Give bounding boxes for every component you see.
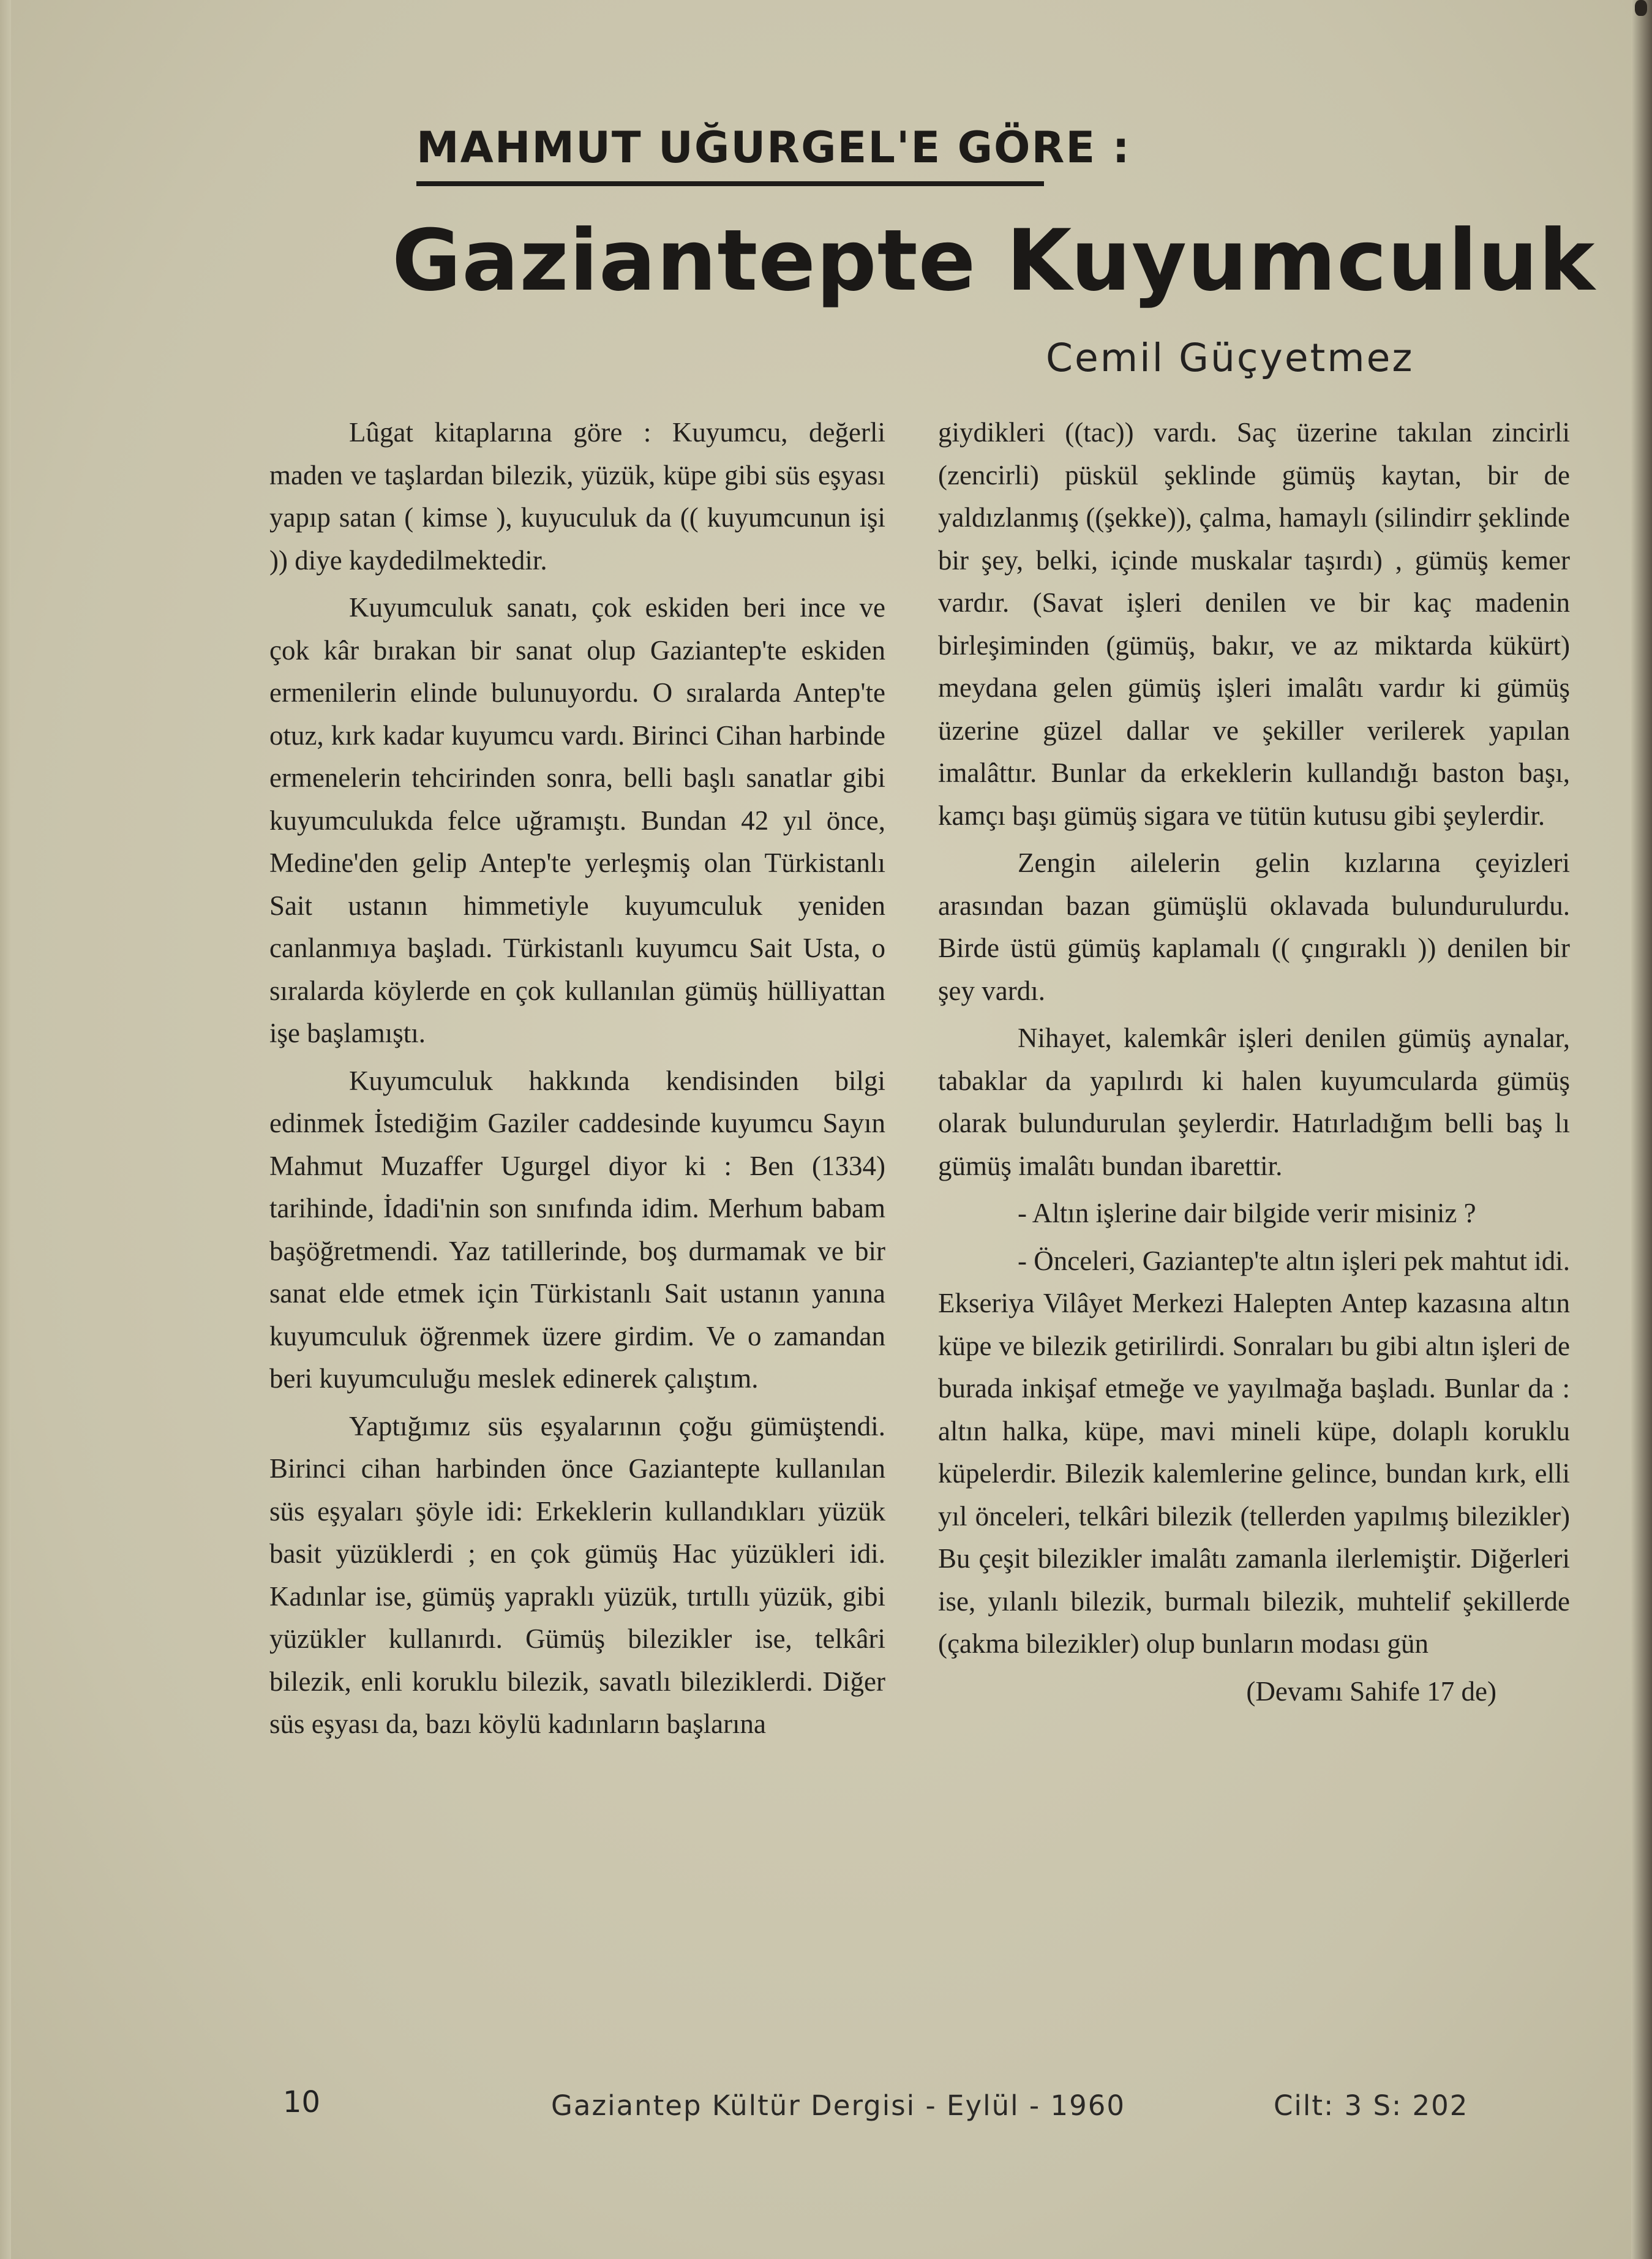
paragraph: giydikleri ((tac)) vardı. Saç üzerine takılan zincirli (zencirli) püskül şeklinde gümüş kaytan, bir de yaldızlanmış ((şekke)), çalma, hamaylı (silindirr şeklinde bir şey, belki, içinde muskalar taşırdı) , gümüş kemer vardır. (Savat işleri denilen ve bir kaç madenin birleşiminden (gümüş, bakır, ve az miktarda kükürt) meydana gelen gümüş işleri imalâtı vardır ki gümüş üzerine güzel dallar ve şekiller verilerek yapılan imalâttır. Bunlar da erkeklerin kullandığı baston başı, kamçı başı gümüş sigara ve tütün kutusu gibi şeylerdir. <box>938 417 1570 831</box>
interview-question: - Altın işlerine dair bilgide verir misiniz ? <box>1018 1198 1476 1228</box>
paragraph: Kuyumculuk hakkında kendisinden bilgi edinmek İstediğim Gaziler caddesinde kuyumcu Sayın Mahmut Muzaffer Ugurgel diyor ki : Ben (1334) tarihinde, İdadi'nin son sınıfında idim. Merhum babam başöğretmendi. Yaz tatillerinde, boş durmamak ve bir sanat elde etmek için Türkistanlı Sait ustanın yanına kuyumculuk öğrenmek üzere girdim. Ve o zamandan beri kuyumculuğu meslek edinerek çalıştım. <box>269 1065 885 1394</box>
continuation-note: (Devamı Sahife 17 de) <box>1246 1675 1496 1707</box>
ink-smudge <box>1635 0 1647 16</box>
article-title: Gaziantepte Kuyumculuk <box>392 211 1596 310</box>
volume-issue: Cilt: 3 S: 202 <box>1274 2089 1469 2122</box>
paragraph: Lûgat kitaplarına göre : Kuyumcu, değerli maden ve taşlardan bilezik, yüzük, küpe gibi süs eşyası yapıp satan ( kimse ), kuyuculuk da (( kuyumcunun işi )) diye kaydedilmektedir. <box>269 417 885 576</box>
article-kicker: MAHMUT UĞURGEL'E GÖRE : <box>416 122 1044 186</box>
page-number: 10 <box>283 2085 321 2119</box>
paragraph: Zengin ailelerin gelin kızlarına çeyizleri arasından bazan gümüşlü oklavada bulundurulurdu. Birde üstü gümüş kaplamalı (( çıngıraklı )) denilen bir şey vardı. <box>938 848 1570 1006</box>
article-author: Cemil Güçyetmez <box>1046 336 1414 380</box>
paragraph: Yaptığımız süs eşyalarının çoğu gümüştendi. Birinci cihan harbinden önce Gaziantepte kullanılan süs eşyaları şöyle idi: Erkeklerin kullandıkları yüzük basit yüzüklerdi ; en çok gümüş Hac yüzükleri idi. Kadınlar ise, gümüş yapraklı yüzük, tırtıllı yüzük, gibi yüzükler kullanırdı. Gümüş bilezikler ise, telkâri bilezik, enli koruklu bilezik, savatlı bileziklerdi. Diğer süs eşyası da, bazı köylü kadınların başlarına <box>269 1410 885 1739</box>
page-right-edge <box>1631 0 1652 2259</box>
page-left-edge <box>0 0 11 2259</box>
paragraph: Nihayet, kalemkâr işleri denilen gümüş aynalar, tabaklar da yapılırdı ki halen kuyumcularda gümüş olarak bulundurulan şeylerdir. Hatırladığım belli baş lı gümüş imalâtı bundan ibarettir. <box>938 1023 1570 1181</box>
interview-answer: - Önceleri, Gaziantep'te altın işleri pek mahtut idi. Ekseriya Vilâyet Merkezi Halepten Antep kazasına altın küpe ve bilezik getirilirdi. Sonraları bu gibi altın işleri de burada inkişaf etmeğe ve yayılmağa başladı. Bunlar da : altın halka, küpe, mavi mineli küpe, dolaplı koruklu küpelerdir. Bilezik kalemlerine gelince, bundan kırk, elli yıl önceleri, telkâri bilezik (tellerden yapılmış bilezikler) Bu çeşit bilezikler imalâtı zamanla ilerlemiştir. Diğerleri ise, yılanlı bilezik, burmalı bilezik, muhtelif şekillerde (çakma bilezikler) olup bunların modası gün <box>938 1245 1570 1659</box>
paragraph: Kuyumculuk sanatı, çok eskiden beri ince ve çok kâr bırakan bir sanat olup Gaziantep'te eskiden ermenilerin elinde bulunuyordu. O sıralarda Antep'te otuz, kırk kadar kuyumcu vardı. Birinci Cihan harbinde ermenelerin tehcirinden sonra, belli başlı sanatlar gibi kuyumculukda felce uğramıştı. Bundan 42 yıl önce, Medine'den gelip Antep'te yerleşmiş olan Türkistanlı Sait ustanın himmetiyle kuyumculuk yeniden canlanmıya başladı. Türkistanlı kuyumcu Sait Usta, o sıralarda köylerde en çok kullanılan gümüş hülliyattan işe başlamıştı. <box>269 592 885 1048</box>
right-text-column <box>938 412 1570 1718</box>
left-text-column <box>269 412 885 1751</box>
journal-name: Gaziantep Kültür Dergisi - Eylül - 1960 <box>551 2089 1125 2122</box>
